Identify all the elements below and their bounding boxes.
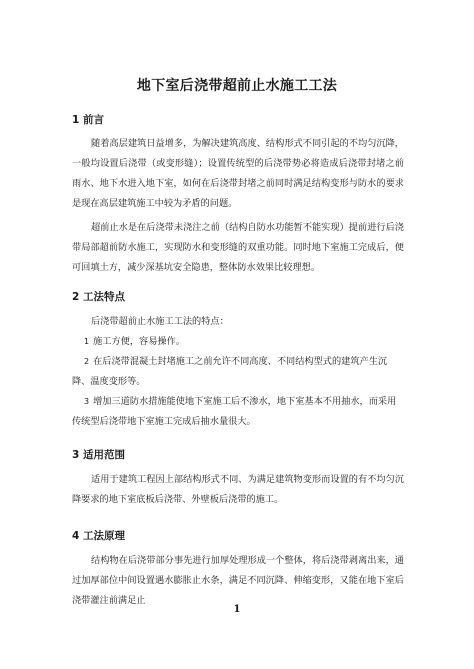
paragraph: 结构物在后浇带部分事先进行加厚处理形成一个整体，将后浇带剥离出来，通过加厚部位中间设置遇水膨胀止水条，满足不同沉降、伸缩变形，又能在地下室后浇带灌注前满足止 (72, 555, 404, 606)
list-item-text: 在后浇带混凝土封堵施工之前允许不同高度、不同结构型式的建筑产生沉降、温度变形等。 (72, 356, 388, 387)
section-heading-principle: 4 工法原理 (72, 530, 125, 542)
document-title: 地下室后浇带超前止水施工工法 (136, 78, 338, 94)
paragraph: 超前止水是在后浇带未浇注之前（结构自防水功能暂不能实现）提前进行后浇带局部超前防水施工，实现防水和变形缝的双重功能。同时地下室施工完成后，便可回填土方，减少深基坑安全隐患，整体防水效果比较理想。 (72, 222, 404, 273)
section-heading-features: 2 工法特点 (72, 291, 125, 303)
list-item-number: 2 (84, 357, 90, 366)
list-item-number: 1 (84, 337, 90, 346)
list-item (72, 352, 404, 392)
list-item (72, 392, 404, 432)
paragraph: 后浇带超前止水施工工法的特点： (91, 316, 229, 327)
page-number: 1 (233, 604, 241, 615)
list-item (72, 332, 404, 352)
paragraph: 随着高层建筑日益增多，为解决建筑高度、结构形式不同引起的不均匀沉降，一般均设置后浇带（或变形缝）；设置传统型的后浇带势必将造成后浇带封堵之前雨水、地下水进入地下室，如何在后浇带封堵之前同时满足结构变形与防水的要求是现在高层建筑施工中较为矛盾的问题。 (72, 138, 404, 209)
list-item-number: 3 (84, 397, 90, 406)
list-item-text: 施工方便，容易操作。 (93, 336, 185, 347)
section-heading-preface: 1 前言 (72, 114, 104, 126)
list-item-text: 增加三道防水措施能使地下室施工后不渗水，地下室基本不用抽水，而采用传统型后浇带地下室施工完成后抽水量很大。 (72, 396, 397, 427)
section-heading-scope: 3 适用范围 (72, 449, 125, 461)
paragraph: 适用于建筑工程因上部结构形式不同、为满足建筑物变形而设置的有不均匀沉降要求的地下室底板后浇带、外壁板后浇带的施工。 (72, 474, 404, 505)
